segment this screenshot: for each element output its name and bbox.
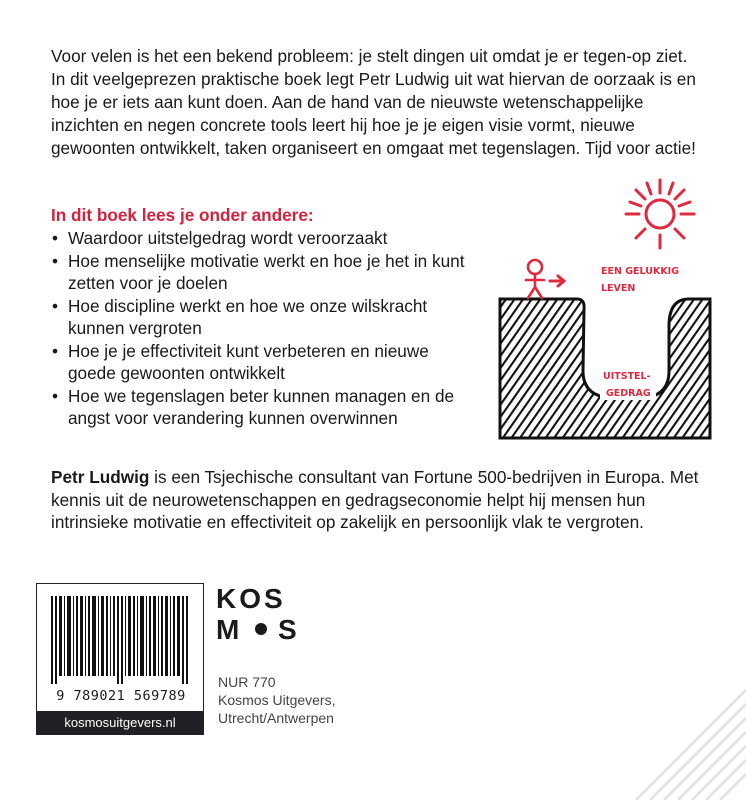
list-item: • Hoe menselijke motivatie werkt en hoe je het in kunt zetten voor je doelen: [51, 250, 471, 295]
arrow-right-icon: [550, 276, 564, 286]
label-happy-line2: LEVEN: [601, 283, 636, 294]
list-item: • Hoe discipline werkt en hoe we onze wilskracht kunnen vergroten: [51, 295, 471, 340]
list-item: • Waardoor uitstelgedrag wordt veroorzaakt: [51, 227, 471, 250]
list-heading: In dit boek lees je onder andere:: [51, 205, 314, 225]
nur-code: NUR 770: [218, 674, 276, 690]
logo-line1: KOS: [216, 584, 286, 614]
publisher-url[interactable]: kosmosuitgevers.nl: [36, 711, 204, 735]
author-name: Petr Ludwig: [51, 467, 150, 487]
list-item: • Hoe je je effectiviteit kunt verbeteren en nieuwe goede gewoonten ontwikkelt: [51, 340, 471, 385]
kosmos-logo: [216, 584, 306, 642]
logo-dot: [255, 623, 267, 635]
publisher-name: Kosmos Uitgevers,: [218, 692, 336, 708]
logo-line2-left: M: [216, 614, 240, 642]
barcode: [51, 596, 191, 684]
topic-list: [51, 227, 471, 430]
sun-icon: [626, 180, 694, 248]
list-item: • Hoe we tegenslagen beter kunnen managen en de angst voor verandering kunnen overwinnen: [51, 385, 471, 430]
publisher-location: Utrecht/Antwerpen: [218, 710, 334, 726]
author-bio: [51, 466, 711, 534]
label-happy-line1: EEN GELUKKIG: [601, 266, 680, 277]
person-icon: [526, 260, 544, 298]
isbn-number: 9 789021 569789: [56, 688, 186, 704]
logo-line2-right: S: [278, 614, 297, 642]
intro-paragraph: Voor velen is het een bekend probleem: je stelt dingen uit omdat je er tegen-op ziet. In dit veelgeprezen praktische boek legt Petr Ludwig uit wat hiervan de oorzaak is en hoe je er iets aan kunt doen. Aan de hand van de nieuwste wetenschappelijke inzichten en negen concrete tools leert hij hoe je je eigen visie vormt, nieuwe gewoonten ontwikkelt, taken organiseert en omgaat met tegenslagen. Tijd voor actie!: [51, 46, 696, 158]
author-bio-text: is een Tsjechische consultant van Fortune 500-bedrijven in Europa. Met kennis uit de neurowetenschappen en gedragseconomie helpt hij mensen hun intrinsieke motivatie en effectiviteit op zakelijk en persoonlijk vlak te vergroten.: [51, 467, 699, 532]
label-pit-line2: GEDRAG: [606, 388, 651, 399]
barcode-box: [36, 583, 204, 735]
procrastination-illustration: [497, 176, 712, 440]
imprint: [218, 673, 418, 727]
decorative-stripes: [636, 680, 746, 800]
label-pit-line1: UITSTEL-: [603, 371, 651, 382]
